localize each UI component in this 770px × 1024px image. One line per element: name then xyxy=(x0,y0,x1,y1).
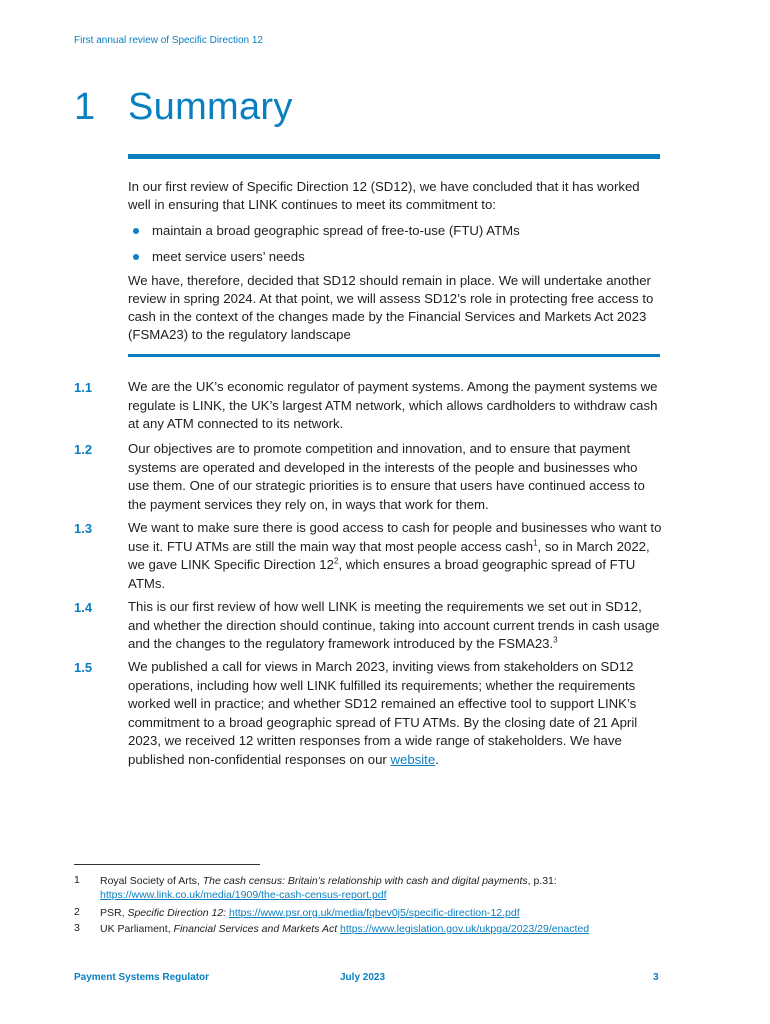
bullet-dot-icon xyxy=(133,254,139,260)
section-title: Summary xyxy=(128,86,293,128)
paragraph-text: We published a call for views in March 2023, inviting views from stakeholders on SD12 operations, including how well LINK fulfilled its requirements; whether the requirements worked well in practice; and whether SD12 remained an effective tool to support LINK’s commitment to a broad geographic spread of FTU ATMs. By the closing date of 21 April 2023, we received 12 written responses from a wide range of stakeholders. We have published non-confidential responses on our website. xyxy=(128,659,638,767)
footnote-text: PSR, Specific Direction 12: https://www.psr.org.uk/media/fqbev0j5/specific-direction-12.pdf xyxy=(100,907,520,919)
summary-bullets xyxy=(128,222,660,274)
paragraph-text: Our objectives are to promote competition and innovation, and to ensure that payment systems are operated and developed in the interests of the people and businesses who use them. One of our strategic priorities is to ensure that users have continued access to the payment services they rely on, in ways that work for them. xyxy=(128,441,645,512)
footer-org: Payment Systems Regulator xyxy=(74,972,210,983)
running-header: First annual review of Specific Direction 12 xyxy=(74,35,263,46)
summary-top-rule xyxy=(128,154,660,159)
footnote-text: Royal Society of Arts, The cash census: Britain’s relationship with cash and digital payments, p.31: https://www.link.co.uk/media/1909/the-cash-census-report.pdf xyxy=(100,875,557,901)
summary-intro: In our first review of Specific Direction 12 (SD12), we have concluded that it has worked well in ensuring that LINK continues to meet its commitment to: xyxy=(128,179,640,212)
paragraph-number: 1.2 xyxy=(74,442,93,457)
footnote-ref: 3 xyxy=(553,635,558,645)
paragraph-number: 1.1 xyxy=(74,380,93,395)
footnote-ref: 1 xyxy=(533,538,538,548)
footnote-number: 3 xyxy=(74,922,80,934)
bullet-item: meet service users’ needs xyxy=(128,248,660,274)
bullet-dot-icon xyxy=(133,228,139,234)
footnote-text: UK Parliament, Financial Services and Markets Act https://www.legislation.gov.uk/ukpga/2023/29/enacted xyxy=(100,923,590,935)
website-link[interactable]: website xyxy=(390,751,436,767)
bullet-item: maintain a broad geographic spread of free-to-use (FTU) ATMs xyxy=(128,222,660,248)
paragraph-number: 1.4 xyxy=(74,600,93,615)
footnote-link[interactable]: https://www.legislation.gov.uk/ukpga/2023/29/enacted xyxy=(340,923,590,935)
footnote-ref: 2 xyxy=(333,556,339,566)
summary-conclusion: We have, therefore, decided that SD12 should remain in place. We will undertake another review in spring 2024. At that point, we will assess SD12’s role in protecting free access to cash in the context of the changes made by the Financial Services and Markets Act 2023 (FSMA23) to the regulatory landscape xyxy=(128,273,654,342)
footer-date: July 2023 xyxy=(340,972,386,983)
paragraph-number: 1.5 xyxy=(74,660,93,675)
summary-bottom-rule xyxy=(128,354,660,357)
footnote-separator xyxy=(74,864,260,865)
paragraph-text: We want to make sure there is good access to cash for people and businesses who want to use it. FTU ATMs are still the main way that most people access cash$^1$, so in March 2022, we gave LINK Specific Direction $12^2$, which ensures a broad geographic spread of FTU ATMs. xyxy=(128,520,662,591)
summary-box xyxy=(128,178,660,344)
footnote-number: 1 xyxy=(74,874,80,886)
section-number: 1 xyxy=(74,86,96,128)
page-number: 3 xyxy=(653,972,659,983)
paragraph-number: 1.3 xyxy=(74,521,93,536)
paragraph-text: This is our first review of how well LINK is meeting the requirements we set out in SD12, and whether the direction should continue, taking into account current trends in cash usage and the changes to the regulatory framework introduced by the FSMA23.$^3$ xyxy=(128,599,660,651)
footnote-link[interactable]: https://www.psr.org.uk/media/fqbev0j5/specific-direction-12.pdf xyxy=(229,907,520,919)
footnote-link[interactable]: https://www.link.co.uk/media/1909/the-cash-census-report.pdf xyxy=(100,889,387,901)
paragraph-text: We are the UK’s economic regulator of payment systems. Among the payment systems we regulate is LINK, the UK’s largest ATM network, which allows cardholders to withdraw cash at any ATM connected to its network. xyxy=(128,379,658,431)
footnote-number: 2 xyxy=(74,906,80,918)
